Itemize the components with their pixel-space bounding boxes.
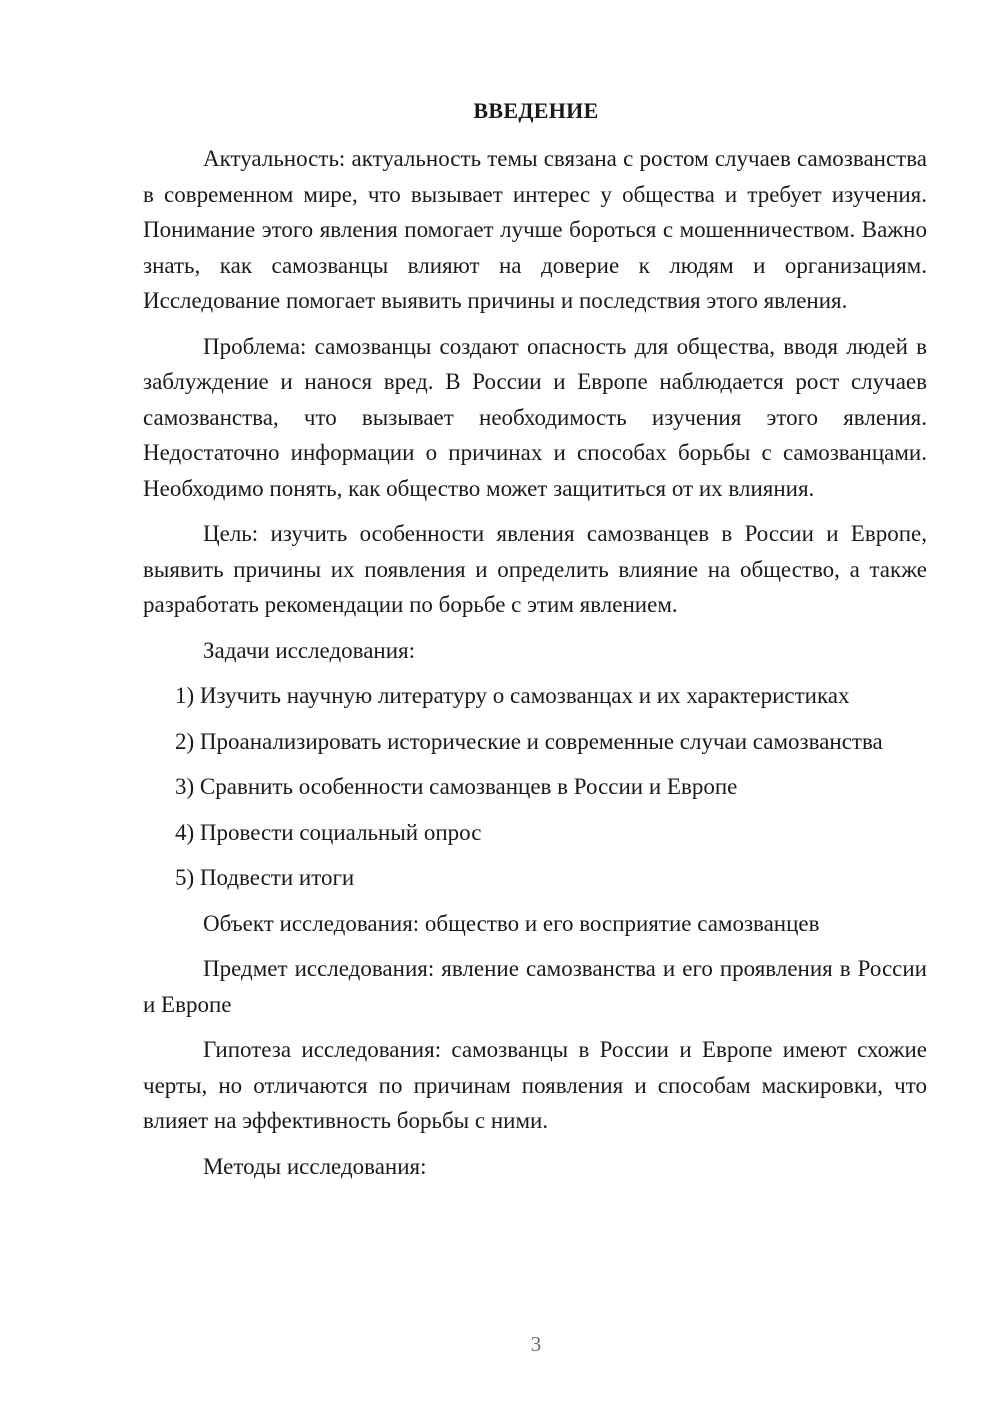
section-title: ВВЕДЕНИЕ: [473, 98, 599, 123]
paragraph-relevance: Актуальность: актуальность темы связана с ростом случаев самозванства в современном мире, что вызывает интерес у общества и требует изучения. Понимание этого явления помогает лучше бороться с мошенничеством. Важно знать, как самозванцы влияют на доверие к людям и организациям. Исследование помогает выявить причины и последствия этого явления.: [143, 146, 927, 313]
task-item-1: 1) Изучить научную литературу о самозванцах и их характеристиках: [175, 683, 850, 708]
paragraph-subject: Предмет исследования: явление самозванства и его проявления в России и Европе: [143, 956, 927, 1017]
paragraph-goal: Цель: изучить особенности явления самозванцев в России и Европе, выявить причины их появления и определить влияние на общество, а также разработать рекомендации по борьбе с этим явлением.: [143, 521, 927, 617]
paragraph-object: Объект исследования: общество и его восприятие самозванцев: [203, 910, 820, 936]
task-item-3: 3) Сравнить особенности самозванцев в России и Европе: [175, 774, 738, 799]
task-item-5: 5) Подвести итоги: [175, 865, 355, 890]
task-item-2: 2) Проанализировать исторические и современные случаи самозванства: [175, 728, 883, 754]
paragraph-hypothesis: Гипотеза исследования: самозванцы в России и Европе имеют схожие черты, но отличаются по причинам появления и способам маскировки, что влияет на эффективность борьбы с ними.: [143, 1037, 927, 1133]
page-number: 3: [530, 1332, 542, 1356]
tasks-heading: Задачи исследования:: [203, 637, 416, 663]
document-body: [143, 141, 927, 1194]
paragraph-problem: Проблема: самозванцы создают опасность для общества, вводя людей в заблуждение и нанося вред. В России и Европе наблюдается рост случаев самозванства, что вызывает необходимость изучения этого явления. Недостаточно информации о причинах и способах борьбы с самозванцами. Необходимо понять, как общество может защититься от их влияния.: [143, 333, 927, 501]
paragraph-methods: Методы исследования:: [203, 1153, 427, 1179]
task-item-4: 4) Провести социальный опрос: [175, 819, 482, 845]
